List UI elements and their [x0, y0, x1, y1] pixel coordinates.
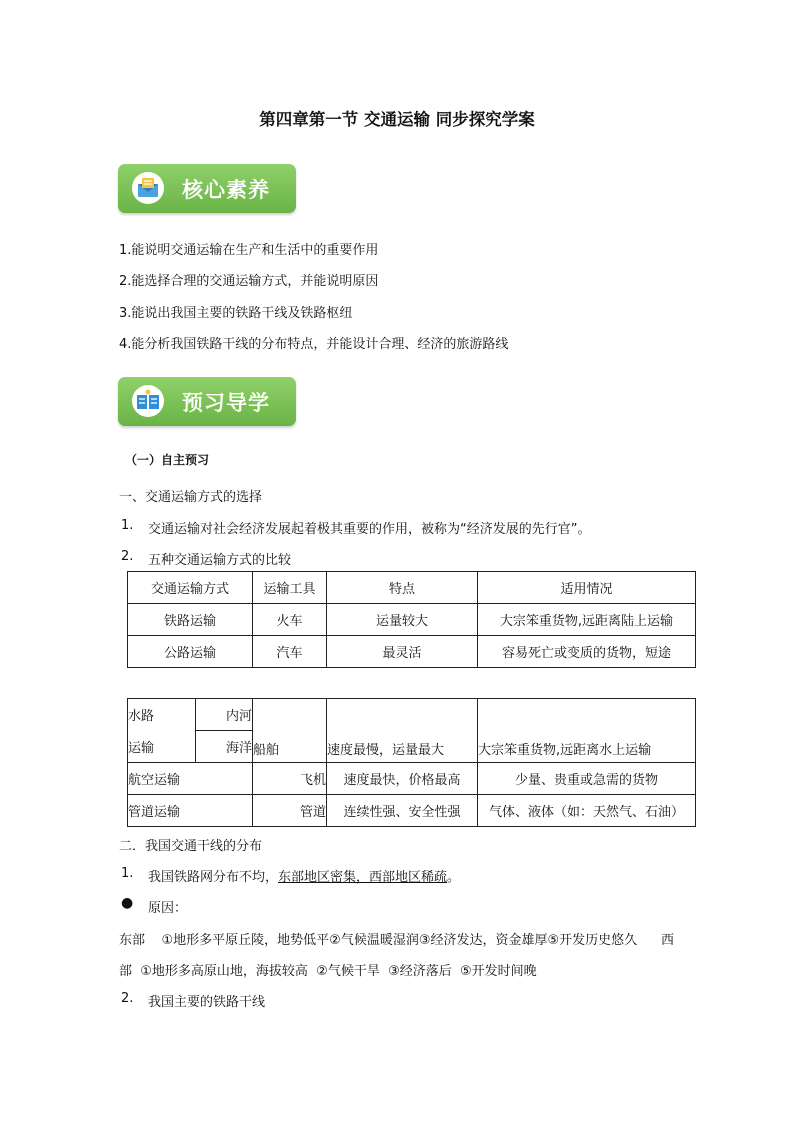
table-header-row — [128, 572, 696, 604]
east-reasons: 东部 ①地形多平原丘陵，地势低平②气候温暖湿润③经济发达，资金雄厚⑤开发历史悠久 — [119, 933, 638, 948]
pipe-mode-cell: 管道运输 — [128, 795, 253, 827]
transport-comparison-table-2 — [127, 698, 696, 827]
air-usage-cell: 少量、贵重或急需的货物 — [478, 763, 696, 795]
pipe-usage-cell: 气体、液体（如：天然气、石油） — [478, 795, 696, 827]
envelope-icon — [132, 172, 164, 204]
transport-comparison-table — [127, 571, 696, 668]
table-row — [128, 699, 696, 731]
west-reasons: 部 ①地形多高原山地，海拔较高 ②气候干旱 ③经济落后 ⑤开发时间晚 — [119, 964, 537, 979]
core-literacy-label: 核心素养 — [182, 178, 270, 202]
rail-main-text: 我国主要的铁路干线 — [148, 995, 266, 1010]
table-cell: 最灵活 — [327, 636, 478, 668]
table-cell: 火车 — [253, 604, 327, 636]
table-header-cell: 运输工具 — [253, 572, 327, 604]
pipe-tool-cell: 管道 — [253, 795, 327, 827]
reason-label: 原因： — [148, 901, 188, 916]
item2-number: 2. — [121, 549, 134, 564]
rail-text-c: 。 — [447, 870, 461, 885]
rail-text-underlined: 东部地区密集，西部地区稀疏 — [278, 870, 448, 885]
ocean-cell: 海洋 — [196, 731, 253, 763]
part2-heading: 二．我国交通干线的分布 — [119, 839, 263, 854]
rail-text-a: 我国铁路网分布不均， — [148, 870, 279, 885]
table-cell: 汽车 — [253, 636, 327, 668]
preview-guide-label: 预习导学 — [182, 391, 270, 415]
goal-1: 1.能说明交通运输在生产和生活中的重要作用 — [119, 243, 379, 258]
part1-heading: 一、交通运输方式的选择 — [119, 490, 263, 505]
inland-cell: 内河 — [196, 699, 253, 731]
goal-4: 4.能分析我国铁路干线的分布特点，并能设计合理、经济的旅游路线 — [119, 337, 509, 352]
ship-cell: 船舶 — [253, 699, 327, 763]
air-feature-cell: 速度最快，价格最高 — [327, 763, 478, 795]
water-mode-top: 水路 — [128, 699, 196, 731]
goal-3: 3.能说出我国主要的铁路干线及铁路枢纽 — [119, 306, 353, 321]
table-cell: 容易死亡或变质的货物，短途 — [478, 636, 696, 668]
water-feature-cell: 速度最慢，运量最大 — [327, 699, 478, 763]
section-self-study: （一）自主预习 — [125, 453, 210, 467]
table-cell: 铁路运输 — [128, 604, 253, 636]
rail-number: 1. — [121, 866, 134, 881]
goal-2: 2.能选择合理的交通运输方式，并能说明原因 — [119, 274, 379, 289]
water-usage-cell: 大宗笨重货物,远距离水上运输 — [478, 699, 696, 763]
item2-text: 五种交通运输方式的比较 — [148, 553, 292, 568]
air-mode-cell: 航空运输 — [128, 763, 253, 795]
preview-guide-banner — [118, 377, 296, 426]
table-row — [128, 604, 696, 636]
table-cell: 公路运输 — [128, 636, 253, 668]
item1-number: 1. — [121, 518, 134, 533]
table-row — [128, 636, 696, 668]
bullet-icon: ● — [121, 895, 134, 911]
table-row — [128, 795, 696, 827]
table-header-cell: 交通运输方式 — [128, 572, 253, 604]
item1-text: 交通运输对社会经济发展起着极其重要的作用，被称为“经济发展的先行官”。 — [148, 522, 591, 537]
table-cell: 运量较大 — [327, 604, 478, 636]
book-icon — [132, 385, 164, 417]
table-header-cell: 适用情况 — [478, 572, 696, 604]
rail-distribution-text — [148, 866, 460, 885]
table-row — [128, 763, 696, 795]
core-literacy-banner — [118, 164, 296, 213]
page-title: 第四章第一节 交通运输 同步探究学案 — [259, 110, 535, 129]
air-tool-cell: 飞机 — [253, 763, 327, 795]
pipe-feature-cell: 连续性强、安全性强 — [327, 795, 478, 827]
table-header-cell: 特点 — [327, 572, 478, 604]
rail-main-number: 2. — [121, 991, 134, 1006]
west-char: 西 — [661, 933, 675, 948]
table-cell: 大宗笨重货物,远距离陆上运输 — [478, 604, 696, 636]
water-mode-bottom: 运输 — [128, 731, 196, 763]
